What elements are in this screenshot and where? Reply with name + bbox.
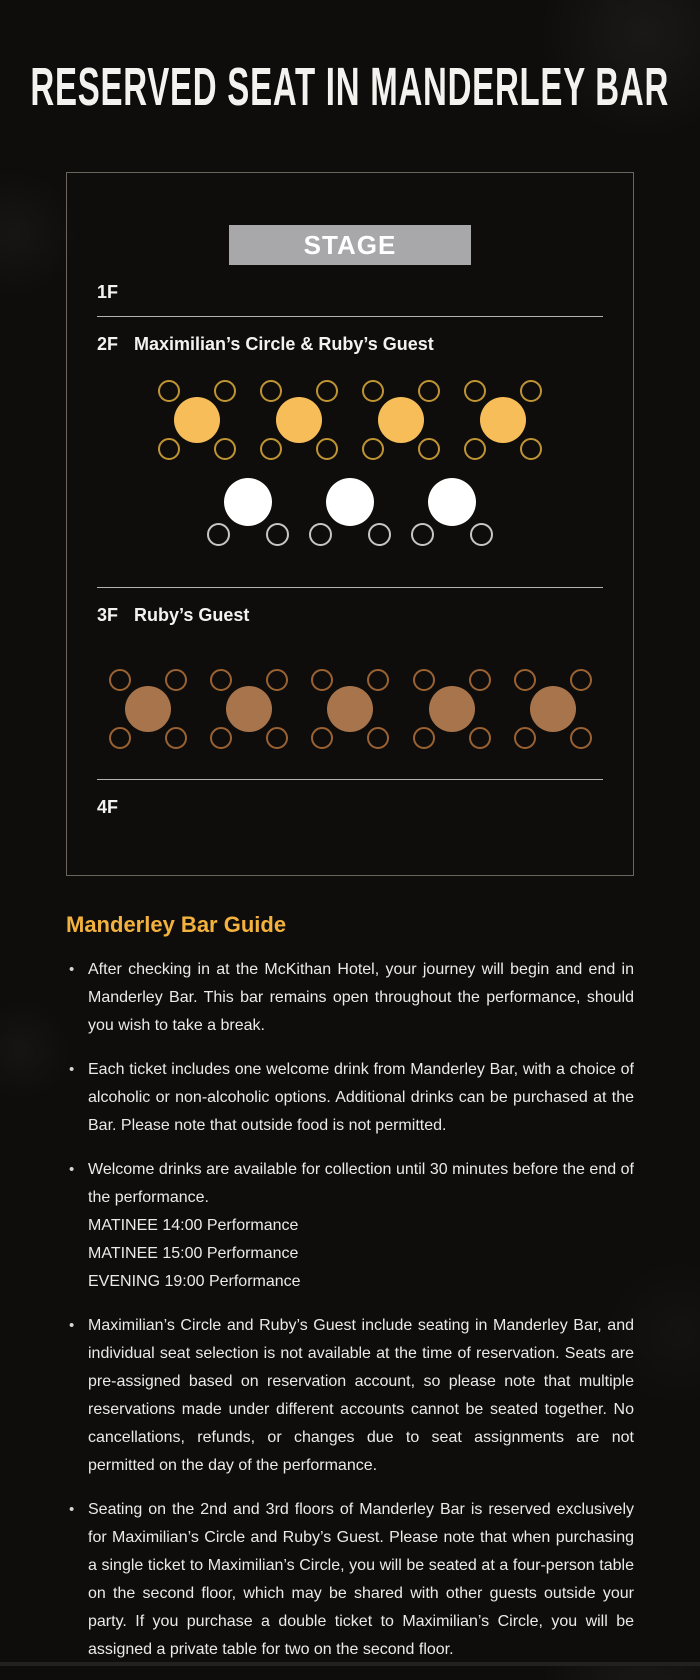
table-circle <box>480 397 526 443</box>
seat-circle <box>362 438 384 460</box>
seat-circle <box>260 438 282 460</box>
table-circle <box>327 686 373 732</box>
floor-number: 1F <box>97 282 119 302</box>
seat-circle <box>570 669 592 691</box>
seat-circle <box>109 727 131 749</box>
two-person-table <box>197 468 299 548</box>
seat-circle <box>367 727 389 749</box>
table-row <box>97 661 603 757</box>
four-person-table <box>401 661 502 757</box>
floor-section-4f <box>97 779 603 818</box>
floor-tier-name: Maximilian’s Circle & Ruby’s Guest <box>134 334 434 354</box>
bottom-strip <box>0 1662 700 1666</box>
seat-circle <box>368 523 391 546</box>
table-circle <box>125 686 171 732</box>
seat-circle <box>570 727 592 749</box>
seat-circle <box>411 523 434 546</box>
two-person-table <box>401 468 503 548</box>
seat-circle <box>316 438 338 460</box>
seat-circle <box>464 438 486 460</box>
guide-bullet <box>66 1312 634 1480</box>
guide-bullet-text: Seating on the 2nd and 3rd floors of Manderley Bar is reserved exclusively for Maximilian’s Circle and Ruby’s Guest. Please note that when purchasing a single ticket to Maximilian’s Circle, you will be seated at a four-person table on the second floor, which may be shared with other guests outside your party. If you purchase a double ticket to Maximilian’s Circle, you will be assigned a private table for two on the second floor. <box>88 1501 634 1658</box>
floor-section-2f <box>97 316 603 587</box>
floor-label-3f <box>97 604 603 626</box>
floor-label-2f <box>97 333 603 355</box>
seat-circle <box>316 380 338 402</box>
seat-circle <box>109 669 131 691</box>
four-person-table <box>502 661 603 757</box>
guide-section <box>66 912 634 1680</box>
seat-circle <box>367 669 389 691</box>
seat-circle <box>311 727 333 749</box>
page-title-text: RESERVED SEAT IN MANDERLEY BAR <box>30 57 670 118</box>
seat-circle <box>214 438 236 460</box>
schedule-line: EVENING 19:00 Performance <box>88 1273 301 1290</box>
guide-bullet-text: After checking in at the McKithan Hotel, your journey will begin and end in Manderley Bar. This bar remains open throughout the performance, should you wish to take a break. <box>88 961 634 1034</box>
seat-circle <box>413 669 435 691</box>
seat-circle <box>266 727 288 749</box>
seat-circle <box>362 380 384 402</box>
performance-schedule <box>88 1212 634 1296</box>
floor-section-3f <box>97 587 603 779</box>
stage <box>229 225 471 265</box>
seat-circle <box>165 669 187 691</box>
seat-circle <box>311 669 333 691</box>
schedule-line: MATINEE 15:00 Performance <box>88 1245 299 1262</box>
guide-bullet <box>66 956 634 1040</box>
guide-bullet <box>66 1156 634 1296</box>
table-circle <box>378 397 424 443</box>
seat-map <box>66 172 634 876</box>
floor-number: 2F <box>97 334 119 354</box>
four-person-table <box>299 661 400 757</box>
floor-tier-name: Ruby’s Guest <box>134 605 250 625</box>
seat-circle <box>418 380 440 402</box>
seat-circle <box>520 438 542 460</box>
table-circle <box>530 686 576 732</box>
table-circle <box>428 478 476 526</box>
four-person-table <box>350 372 452 468</box>
floor-number: 3F <box>97 605 119 625</box>
stage-label: STAGE <box>303 229 397 260</box>
guide-bullet <box>66 1496 634 1664</box>
seat-circle <box>214 380 236 402</box>
seat-circle <box>165 727 187 749</box>
four-person-table <box>248 372 350 468</box>
guide-heading: Manderley Bar Guide <box>66 912 287 937</box>
seat-circle <box>469 669 491 691</box>
page-title <box>0 57 700 118</box>
seat-circle <box>514 669 536 691</box>
seat-circle <box>158 380 180 402</box>
seat-circle <box>266 669 288 691</box>
four-person-table <box>146 372 248 468</box>
table-circle <box>226 686 272 732</box>
floor-label-1f <box>97 281 603 303</box>
seat-circle <box>520 380 542 402</box>
guide-bullet-text: Maximilian’s Circle and Ruby’s Guest include seating in Manderley Bar, and individual seat selection is not available at the time of reservation. Seats are pre-assigned based on reservation account, so please note that multiple reservations made under different accounts cannot be seated together. No cancellations, refunds, or changes due to seat assignments are not permitted on the day of the performance. <box>88 1317 634 1474</box>
floor-label-4f <box>97 796 603 818</box>
seat-circle <box>207 523 230 546</box>
floor-number: 4F <box>97 797 119 817</box>
seat-circle <box>413 727 435 749</box>
table-circle <box>224 478 272 526</box>
seat-map-floors <box>67 265 633 818</box>
guide-list <box>66 956 634 1664</box>
seat-circle <box>470 523 493 546</box>
guide-bullet-text: Each ticket includes one welcome drink from Manderley Bar, with a choice of alcoholic or non-alcoholic options. Additional drinks can be purchased at the Bar. Please note that outside food is not permitted. <box>88 1061 634 1134</box>
seat-circle <box>266 523 289 546</box>
seat-circle <box>464 380 486 402</box>
table-circle <box>326 478 374 526</box>
seat-circle <box>309 523 332 546</box>
table-circle <box>276 397 322 443</box>
four-person-table <box>97 661 198 757</box>
guide-bullet <box>66 1056 634 1140</box>
seat-circle <box>210 727 232 749</box>
seat-circle <box>210 669 232 691</box>
guide-bullet-text: Welcome drinks are available for collection until 30 minutes before the end of the performance. <box>88 1161 634 1206</box>
seat-circle <box>260 380 282 402</box>
seat-circle <box>469 727 491 749</box>
four-person-table <box>452 372 554 468</box>
seat-circle <box>418 438 440 460</box>
floor-section-1f <box>97 265 603 316</box>
table-circle <box>429 686 475 732</box>
two-person-table <box>299 468 401 548</box>
seat-circle <box>158 438 180 460</box>
table-row <box>97 372 603 468</box>
schedule-line: MATINEE 14:00 Performance <box>88 1217 299 1234</box>
seat-circle <box>514 727 536 749</box>
table-circle <box>174 397 220 443</box>
four-person-table <box>198 661 299 757</box>
table-row <box>97 468 603 548</box>
